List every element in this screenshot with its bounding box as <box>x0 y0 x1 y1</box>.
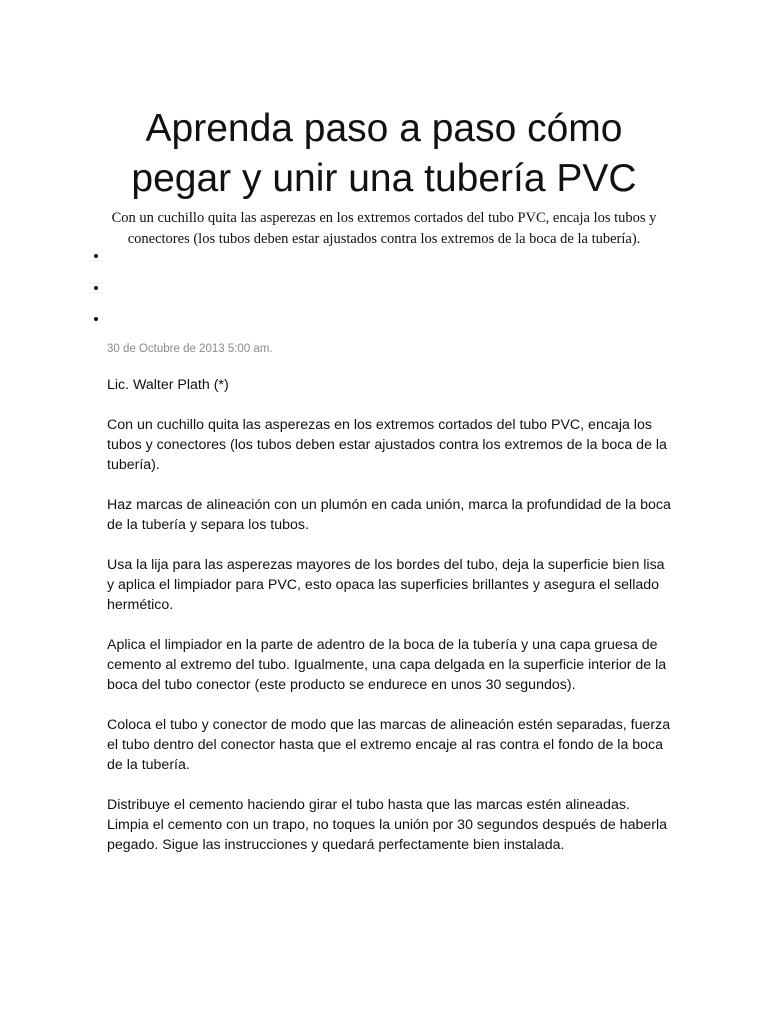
bullet-item <box>88 244 102 276</box>
empty-bullet-list <box>88 244 102 339</box>
title-line-2: pegar y unir una tubería PVC <box>131 157 637 200</box>
body-paragraph: Usa la lija para las asperezas mayores de los bordes del tubo, deja la superficie bien lisa y aplica el limpiador para PVC, esto opaca las superficies brillantes y asegura el sellado hermético. <box>107 557 665 613</box>
bullet-item <box>88 307 102 339</box>
body-paragraph: Aplica el limpiador en la parte de adentro de la boca de la tubería y una capa gruesa de cemento al extremo del tubo. Igualmente, una capa delgada en la superficie interior de la boca del tubo conector (este producto se endurece en unos 30 segundos). <box>107 637 667 693</box>
bullet-dot-icon <box>94 317 98 321</box>
body-paragraph: Con un cuchillo quita las asperezas en los extremos cortados del tubo PVC, encaja los tubos y conectores (los tubos deben estar ajustados contra los extremos de la boca de la tubería). <box>107 417 667 473</box>
bullet-item <box>88 276 102 308</box>
bullet-dot-icon <box>94 254 98 258</box>
body-paragraph: Distribuye el cemento haciendo girar el tubo hasta que las marcas estén alineadas. Limpia el cemento con un trapo, no toques la unión por 30 segundos después de haberla pegado. Sigue las instrucciones y quedará perfectamente bien instalada. <box>107 797 668 853</box>
article-subtitle: Con un cuchillo quita las asperezas en los extremos cortados del tubo PVC, encaja los tubos y conectores (los tubos deben estar ajustados contra los extremos de la boca de la tubería). <box>111 210 657 247</box>
article-title <box>0 104 768 204</box>
article-body <box>107 375 672 875</box>
body-paragraph: Coloca el tubo y conector de modo que las marcas de alineación estén separadas, fuerza el tubo dentro del conector hasta que el extremo encaje al ras contra el fondo de la boca de la tubería. <box>107 717 671 773</box>
title-line-1: Aprenda paso a paso cómo <box>145 107 623 150</box>
body-paragraph: Haz marcas de alineación con un plumón en cada unión, marca la profundidad de la boca de la tubería y separa los tubos. <box>107 497 671 533</box>
publish-date: 30 de Octubre de 2013 5:00 am. <box>107 343 273 355</box>
author-line: Lic. Walter Plath (*) <box>107 377 229 393</box>
bullet-dot-icon <box>94 286 98 290</box>
